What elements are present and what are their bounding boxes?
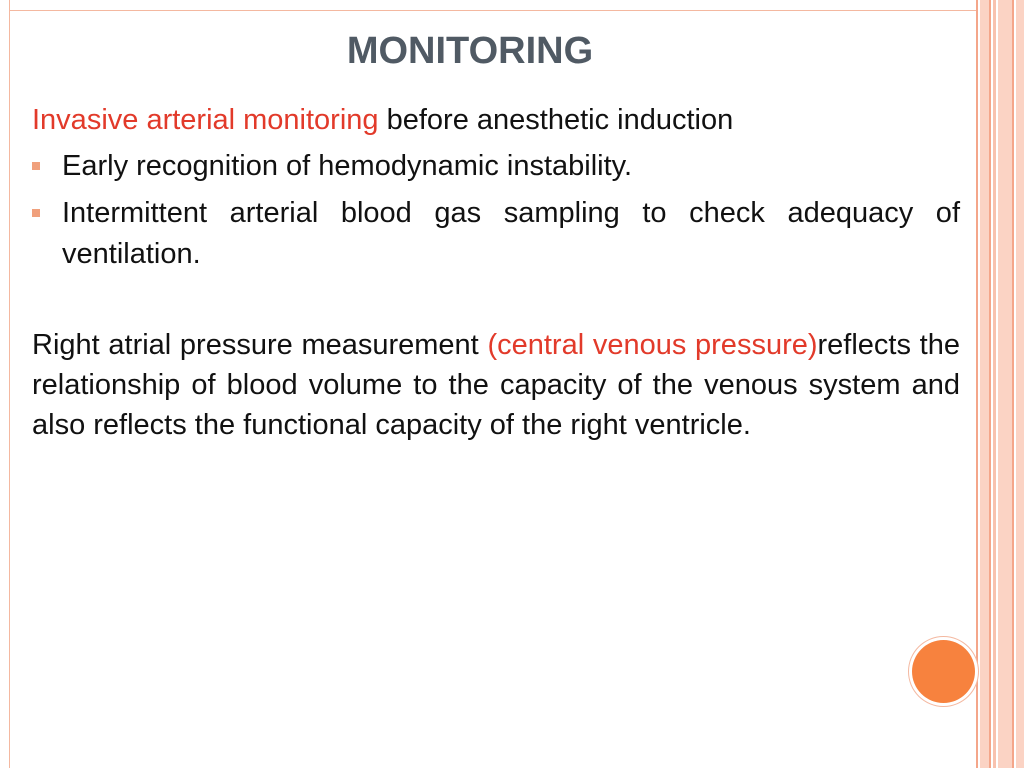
decor-stripe bbox=[1012, 0, 1014, 768]
decor-stripe bbox=[998, 0, 1012, 768]
decor-stripe bbox=[993, 0, 996, 768]
paragraph-part1: Right atrial pressure measurement bbox=[32, 329, 488, 361]
bullet-text: Intermittent arterial blood gas sampling to check adequacy of ventilation. bbox=[62, 197, 960, 270]
lead-highlight: Invasive arterial monitoring bbox=[32, 104, 379, 136]
paragraph-highlight: (central venous pressure) bbox=[487, 329, 818, 361]
frame-top-border bbox=[9, 10, 977, 11]
decor-stripe bbox=[1016, 0, 1024, 768]
lead-line bbox=[32, 100, 960, 140]
bullet-square-icon bbox=[32, 162, 40, 170]
frame-left-border bbox=[9, 0, 10, 768]
paragraph-part2: reflects the relationship of blood volume to the capacity of the venous system and also reflects the functional capacity of the right ventricle. bbox=[32, 329, 960, 441]
decor-stripe bbox=[980, 0, 989, 768]
list-item bbox=[32, 146, 960, 187]
body-paragraph bbox=[32, 325, 960, 445]
list-item bbox=[32, 193, 960, 275]
bullet-list bbox=[32, 146, 960, 275]
slide-title-text: MONITORING bbox=[346, 30, 594, 72]
bullet-text: Early recognition of hemodynamic instability. bbox=[62, 150, 633, 182]
decor-stripe bbox=[976, 0, 978, 768]
decor-stripe bbox=[989, 0, 991, 768]
slide-content bbox=[32, 100, 960, 445]
decor-circle bbox=[912, 640, 975, 703]
slide-title bbox=[0, 30, 940, 73]
bullet-square-icon bbox=[32, 209, 40, 217]
lead-rest: before anesthetic induction bbox=[378, 104, 734, 136]
